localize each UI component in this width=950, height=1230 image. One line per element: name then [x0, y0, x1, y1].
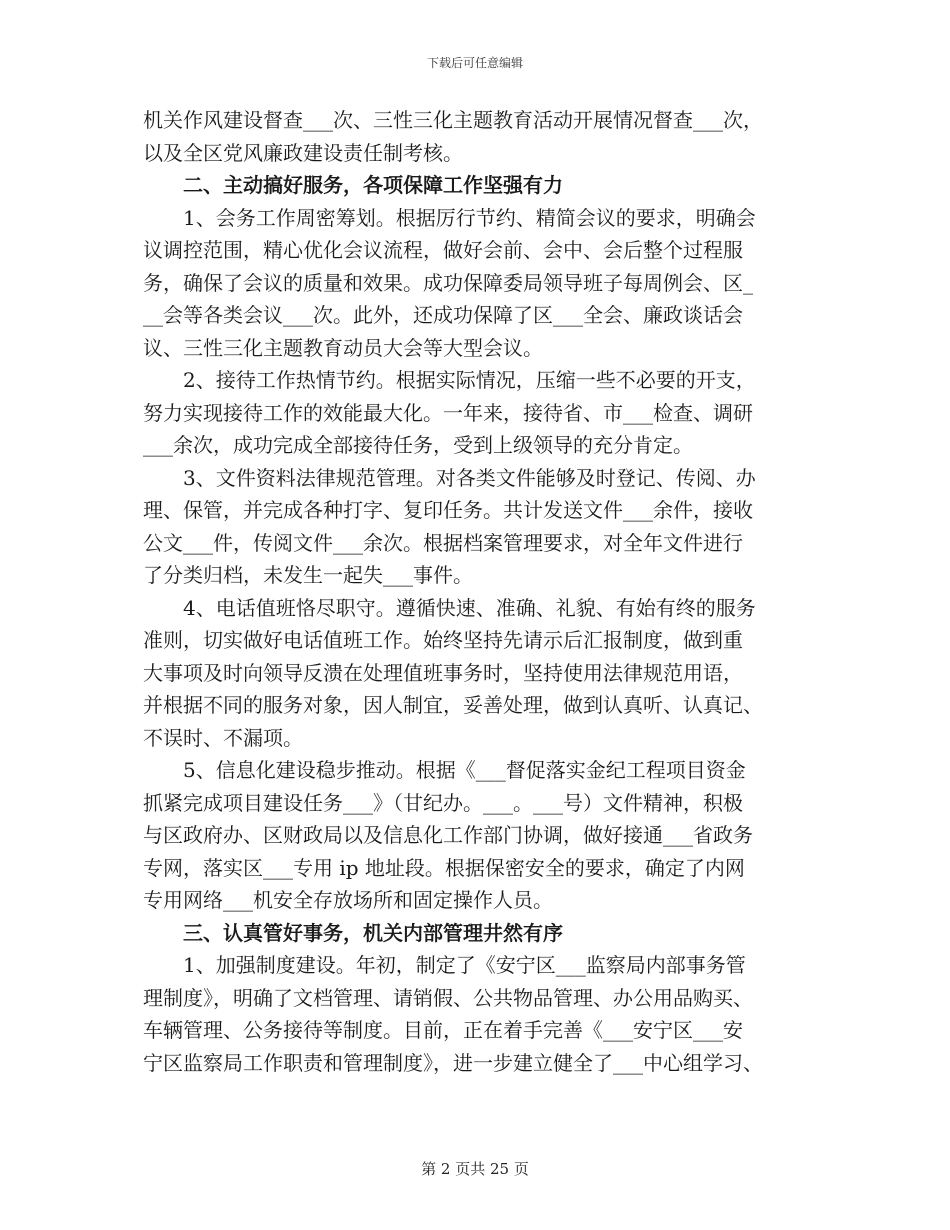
document-body — [143, 104, 823, 1079]
paragraph-line: 大事项及时向领导反溃在处理值班事务时，坚持使用法律规范用语， — [143, 660, 743, 685]
paragraph-line: 专用网络___机安全存放场所和固定操作人员。 — [143, 888, 553, 912]
paragraph-line: 议调控范围，精心优化会议流程，做好会前、会中、会后整个过程服 — [143, 238, 743, 262]
paragraph-line: __会等各类会议___次。此外，还成功保障了区___全会、廉政谈话会 — [143, 303, 743, 327]
paragraph-line: 2、接待工作热情节约。根据实际情况，压缩一些不必要的开支， — [183, 368, 756, 392]
page-number-footer: 第 2 页共 25 页 — [421, 1160, 529, 1178]
paragraph-line: 务，确保了会议的质量和效果。成功保障委局领导班子每周例会、区_ — [143, 270, 753, 295]
paragraph-line: 理制度》，明确了文档管理、请销假、公共物品管理、办公用品购买、 — [143, 985, 753, 1010]
paragraph-line: 车辆管理、公务接待等制度。目前，正在着手完善《___安宁区___安 — [143, 1018, 743, 1042]
paragraph-line: 4、电话值班恪尽职守。遵循快速、准确、礼貌、有始有终的服务 — [183, 595, 756, 620]
paragraph-line: 议、三性三化主题教育动员大会等大型会议。 — [143, 335, 543, 360]
section-heading: 三、认真管好事务，机关内部管理井然有序 — [183, 920, 563, 945]
paragraph-line: 机关作风建设督查___次、三性三化主题教育活动开展情况督查___次， — [143, 108, 763, 132]
paragraph-line: 并根据不同的服务对象，因人制宜，妥善处理，做到认真听、认真记、 — [143, 693, 763, 717]
paragraph-line: 理、保管，并完成各种打字、复印任务。共计发送文件___余件，接收 — [143, 498, 753, 522]
paragraph-line: 专网，落实区___专用 ip 地址段。根据保密安全的要求，确定了内网 — [143, 855, 745, 880]
paragraph-line: 5、信息化建设稳步推动。根据《___督促落实金纪工程项目资金 — [183, 758, 746, 782]
page-header-note: 下载后可任意编辑 — [426, 56, 523, 70]
paragraph-line: 以及全区党风廉政建设责任制考核。 — [143, 140, 463, 165]
paragraph-line: 1、会务工作周密筹划。根据厉行节约、精简会议的要求，明确会 — [183, 205, 756, 230]
paragraph-line: 与区政府办、区财政局以及信息化工作部门协调，做好接通___省政务 — [143, 823, 753, 847]
paragraph-line: ___余次，成功完成全部接待任务，受到上级领导的充分肯定。 — [143, 433, 693, 457]
paragraph-line: 公文___件，传阅文件___余次。根据档案管理要求，对全年文件进行 — [143, 530, 743, 555]
paragraph-line: 了分类归档，未发生一起失___事件。 — [143, 563, 473, 587]
paragraph-line: 宁区监察局工作职责和管理制度》，进一步建立健全了___中心组学习、 — [143, 1050, 763, 1075]
paragraph-line: 3、文件资料法律规范管理。对各类文件能够及时登记、传阅、办 — [183, 465, 756, 490]
paragraph-line: 抓紧完成项目建设任务___》（甘纪办。___。___号）文件精神，积极 — [143, 790, 743, 815]
paragraph-line: 努力实现接待工作的效能最大化。一年来，接待省、市___检查、调研 — [143, 400, 753, 425]
section-heading: 二、主动搞好服务，各项保障工作坚强有力 — [183, 173, 563, 197]
paragraph-line: 准则，切实做好电话值班工作。始终坚持先请示后汇报制度，做到重 — [143, 628, 743, 652]
paragraph-line: 1、加强制度建设。年初，制定了《安宁区___监察局内部事务管 — [183, 953, 746, 977]
paragraph-line: 不误时、不漏项。 — [143, 725, 303, 750]
